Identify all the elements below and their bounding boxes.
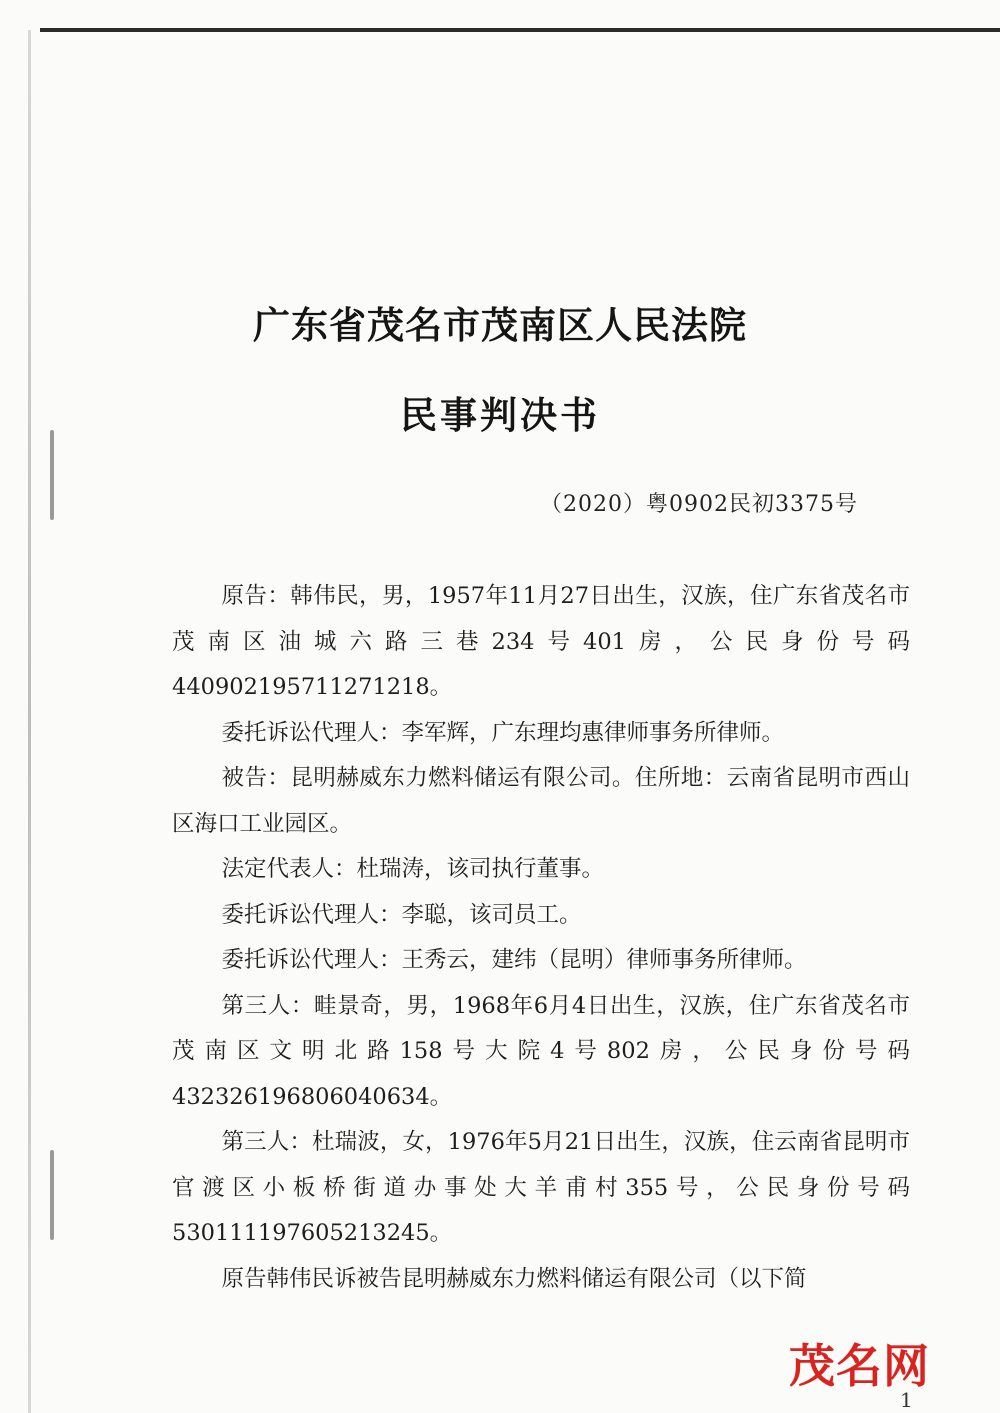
third-party-paragraph: 第三人：杜瑞波，女，1976年5月21日出生，汉族，住云南省昆明市官渡区小板桥街道办事处大羊甫村355号，公民身份号码530111197605213245。	[172, 1129, 910, 1246]
binding-edge	[28, 30, 31, 1413]
plaintiff-agent-paragraph: 委托诉讼代理人：李军辉，广东理均惠律师事务所律师。	[221, 719, 785, 746]
defendant-agent-paragraph: 委托诉讼代理人：李聪，该司员工。	[221, 901, 582, 928]
document-type: 民事判决书	[400, 393, 600, 437]
case-number: （2020）粤0902民初3375号	[540, 492, 858, 517]
staple-mark	[50, 430, 54, 520]
plaintiff-paragraph: 原告：韩伟民，男，1957年11月27日出生，汉族，住广东省茂名市茂南区油城六路三巷234号401房，公民身份号码440902195711271218。	[172, 583, 910, 700]
defendant-paragraph: 被告：昆明赫威东力燃料储运有限公司。住所地：云南省昆明市西山区海口工业园区。	[172, 765, 910, 837]
court-name: 广东省茂名市茂南区人民法院	[253, 303, 747, 347]
judgment-body	[172, 574, 910, 1302]
defendant-agent-paragraph: 委托诉讼代理人：王秀云，建纬（昆明）律师事务所律师。	[221, 947, 807, 973]
page-number: 1	[900, 1388, 913, 1412]
third-party-paragraph: 第三人：畦景奇，男，1968年6月4日出生，汉族，住广东省茂名市茂南区文明北路158号大院4号802房，公民身份号码432326196806040634。	[172, 992, 910, 1110]
staple-mark	[50, 1150, 54, 1240]
legal-representative-paragraph: 法定代表人：杜瑞涛，该司执行董事。	[221, 856, 605, 882]
case-summary-paragraph: 原告韩伟民诉被告昆明赫威东力燃料储运有限公司（以下简	[221, 1265, 807, 1292]
top-border	[40, 28, 1000, 32]
watermark-logo: 茂名网	[789, 1339, 930, 1393]
